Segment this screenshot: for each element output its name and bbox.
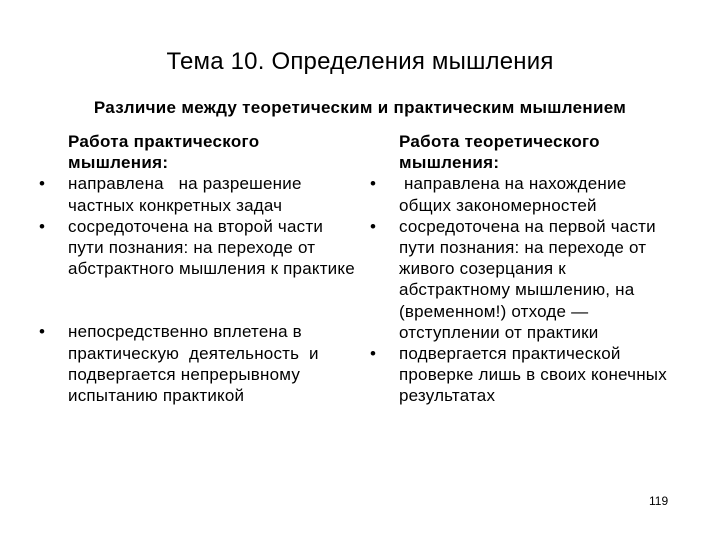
slide-title: Тема 10. Определения мышления	[166, 48, 554, 75]
theoretical-item-text: направлена на нахождение общих закономерностей	[399, 174, 632, 215]
page-number: 119	[649, 494, 669, 508]
theoretical-item-1	[367, 173, 667, 215]
practical-item-1	[36, 173, 356, 215]
practical-item-2	[36, 216, 356, 280]
bullet-icon: •	[370, 216, 377, 236]
bullet-icon: •	[370, 344, 377, 364]
list-spacer	[36, 300, 356, 321]
bullet-icon: •	[370, 174, 377, 194]
theoretical-item-3	[367, 343, 667, 407]
theoretical-thinking-column	[367, 131, 667, 407]
bullet-icon: •	[39, 216, 46, 236]
list-spacer	[36, 279, 356, 300]
theoretical-item-text: сосредоточена на первой части пути познания: на переходе от живого созерцания к абстрактному мышлению, на (временном!) отходе — отступлении от практики	[399, 216, 656, 342]
slide-subtitle: Различие между теоретическим и практическим мышлением	[93, 98, 627, 117]
theoretical-item-2	[367, 216, 667, 343]
bullet-icon: •	[39, 174, 46, 194]
practical-column-heading: Работа практического мышления:	[68, 132, 260, 173]
practical-item-text: непосредственно вплетена в практическую деятельность и подвергается непрерывному испытанию практикой	[68, 322, 329, 406]
theoretical-item-text: подвергается практической проверке лишь в своих конечных результатах	[399, 344, 667, 406]
practical-item-3	[36, 321, 356, 406]
practical-item-text: направлена на разрешение частных конкретных задач	[68, 174, 307, 215]
bullet-icon: •	[39, 322, 46, 342]
practical-item-text: сосредоточена на второй части пути познания: на переходе от абстрактного мышления к практике	[68, 216, 355, 279]
practical-thinking-column	[36, 131, 356, 406]
theoretical-column-heading: Работа теоретического мышления:	[399, 132, 600, 173]
